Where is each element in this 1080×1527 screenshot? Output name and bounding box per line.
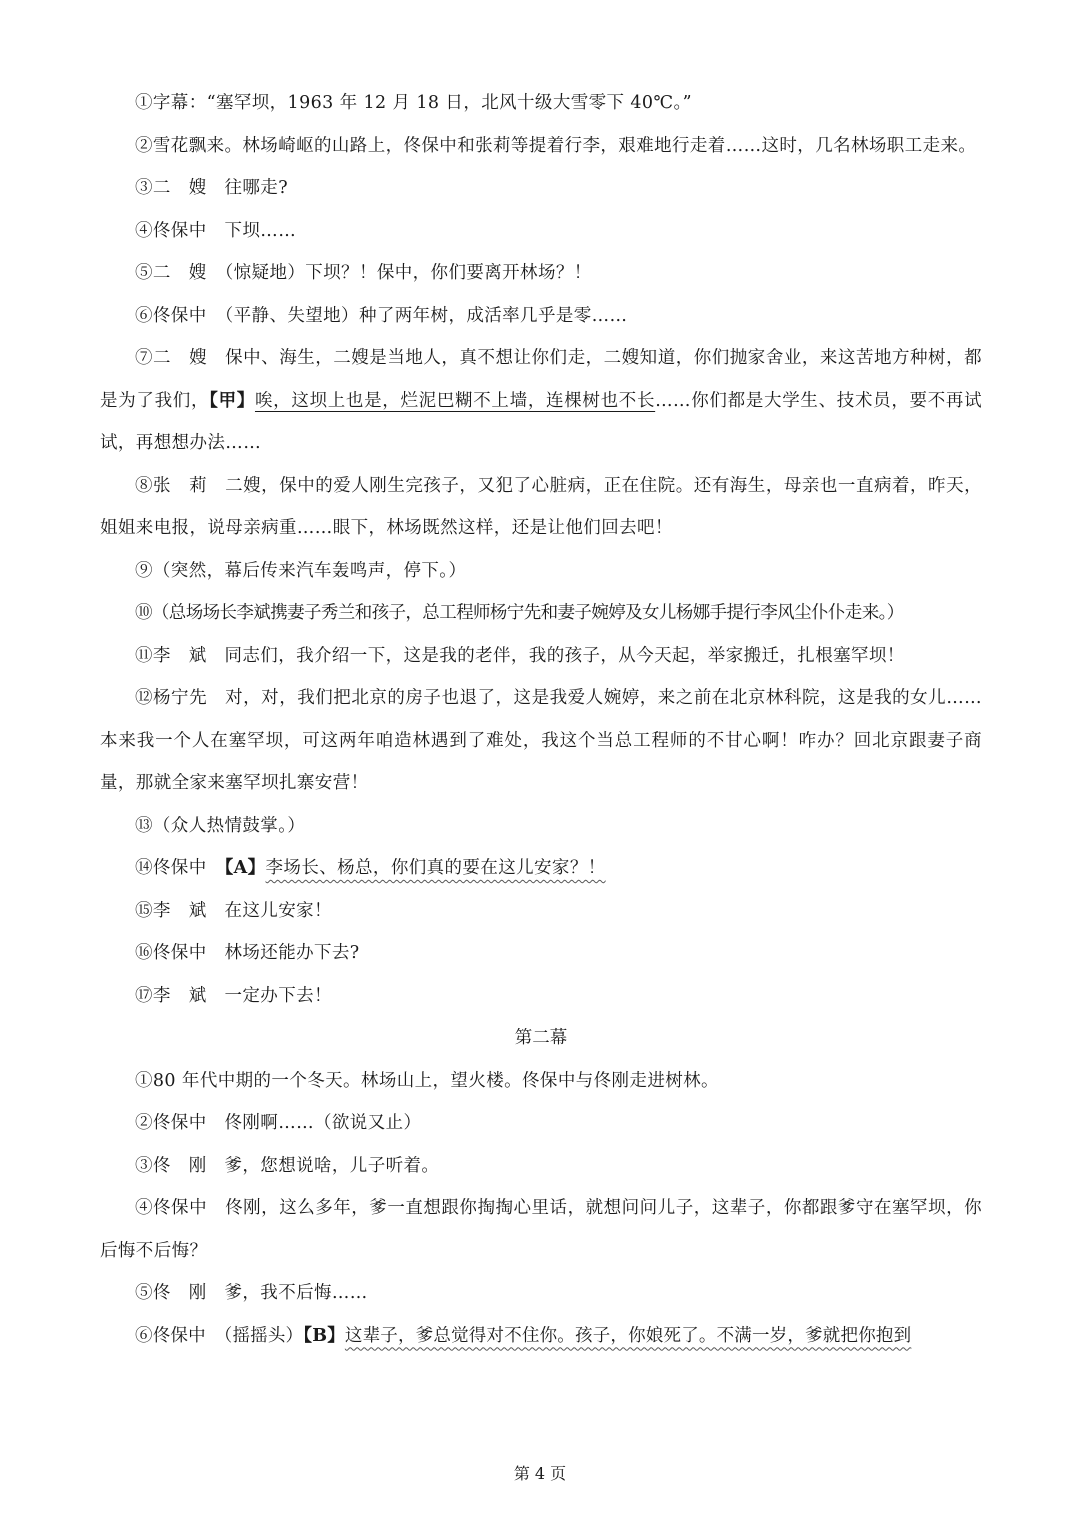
line-12: ⑫杨宁先 对，对，我们把北京的房子也退了，这是我爱人婉婷，来之前在北京林科院，这是我的女儿……本来我一个人在塞罕坝，可这两年咱造林遇到了难处，我这个当总工程师的不甘心啊！咋办？回北京跟妻子商量，那就全家来塞罕坝扎寨安营！ [100, 688, 982, 793]
line-2: ②雪花飘来。林场崎岖的山路上，佟保中和张莉等提着行李，艰难地行走着……这时，几名林场职工走来。 [135, 135, 977, 156]
document-body [100, 82, 982, 1357]
scene-title: 第二幕 [514, 1028, 568, 1048]
page-number: 第 4 页 [513, 1464, 567, 1483]
line-4: ④佟保中 下坝…… [135, 220, 297, 241]
scene2-line-4: ④佟保中 佟刚，这么多年，爹一直想跟你掏掏心里话，就想问问儿子，这辈子，你都跟爹守在塞罕坝，你后悔不后悔？ [100, 1198, 982, 1261]
scene2-line-3: ③佟 刚 爹，您想说啥，儿子听着。 [135, 1155, 440, 1176]
line-9: ⑨（突然，幕后传来汽车轰鸣声，停下。） [135, 560, 467, 581]
line-14 [100, 847, 982, 890]
tag-a: 【A】 [224, 858, 266, 878]
line-5: ⑤二 嫂 （惊疑地）下坝？！保中，你们要离开林场？！ [135, 263, 592, 283]
line-7 [100, 337, 982, 465]
scene2-line-6 [100, 1315, 982, 1358]
tag-b: 【B】 [303, 1325, 345, 1346]
line-6: ⑥佟保中 （平静、失望地）种了两年树，成活率几乎是零…… [135, 305, 628, 326]
line-8: ⑧张 莉 二嫂，保中的爱人刚生完孩子，又犯了心脏病，正在住院。还有海生，母亲也一直病着，昨天，姐姐来电报，说母亲病重……眼下，林场既然这样，还是让他们回去吧！ [100, 475, 982, 538]
wavy-sentence-b: 这辈子，爹总觉得对不住你。孩子，你娘死了。不满一岁，爹就把你抱到 [344, 1325, 912, 1346]
underlined-sentence-jia: 唉，这坝上也是，烂泥巴糊不上墙，连棵树也不长 [254, 390, 656, 411]
line-17: ⑰李 斌 一定办下去！ [135, 985, 332, 1006]
line-13: ⑬（众人热情鼓掌。） [135, 815, 306, 836]
line-14-speaker: ⑭佟保中 [135, 858, 225, 878]
line-7-text-b: ……你们都是大学生、技术员，要不再试试，再想想办法…… [100, 390, 982, 453]
line-15: ⑮李 斌 在这儿安家！ [135, 900, 332, 921]
scene2-line-6-speaker: ⑥佟保中 （摇摇头） [135, 1325, 304, 1346]
scene2-line-5: ⑤佟 刚 爹，我不后悔…… [135, 1283, 368, 1303]
wavy-sentence-a: 李场长、杨总，你们真的要在这儿安家？！ [265, 858, 606, 878]
scene2-line-2: ②佟保中 佟刚啊……（欲说又止） [135, 1113, 422, 1133]
tag-jia: 【甲】 [209, 390, 255, 411]
line-10: ⑩（总场场长李斌携妻子秀兰和孩子，总工程师杨宁先和妻子婉婷及女儿杨娜手提行李风尘仆仆走来。） [135, 603, 904, 623]
line-1: ①字幕：“塞罕坝，1963 年 12 月 18 日，北风十级大雪零下 40℃。” [135, 93, 692, 113]
line-3: ③二 嫂 往哪走? [135, 178, 288, 198]
line-7-text-a: ⑦二 嫂 保中、海生，二嫂是当地人，真不想让你们走，二嫂知道，你们抛家舍业，来这苦地方种树，都是为了我们， [100, 348, 982, 411]
line-11: ⑪李 斌 同志们，我介绍一下，这是我的老伴，我的孩子，从今天起，举家搬迁，扎根塞罕坝！ [135, 645, 905, 666]
line-16: ⑯佟保中 林场还能办下去? [135, 943, 360, 963]
scene2-line-1: ①80 年代中期的一个冬天。林场山上，望火楼。佟保中与佟刚走进树林。 [135, 1070, 719, 1091]
